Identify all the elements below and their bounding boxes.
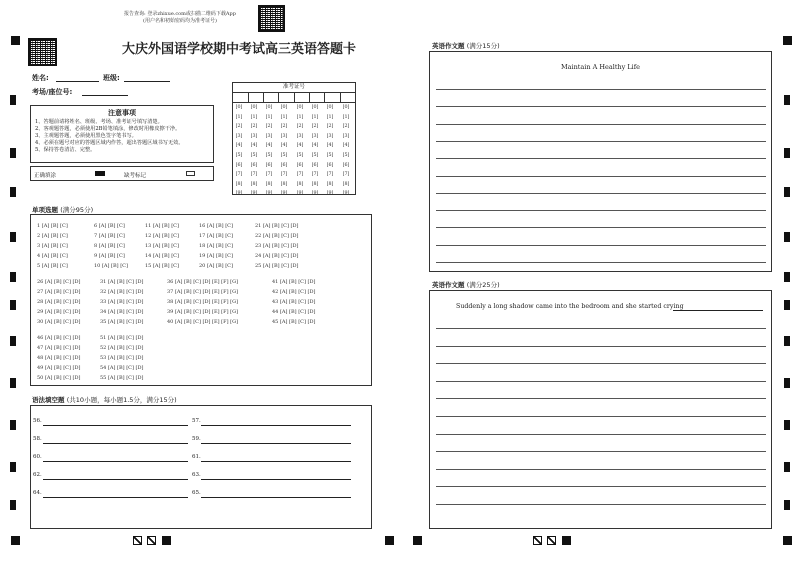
grammar-title: 语法填空题 — [32, 396, 65, 404]
question-options[interactable]: 51 [A] [B] [C] [D] — [100, 335, 144, 341]
corner-mark-icon — [783, 36, 792, 45]
exam-id-bubble[interactable]: [3] — [311, 133, 319, 139]
exam-id-bubble[interactable]: [9] — [342, 191, 350, 197]
writing-line[interactable] — [436, 245, 766, 246]
blank-number: 61. — [192, 454, 201, 460]
timing-mark-icon — [784, 462, 790, 472]
exam-id-grid — [232, 82, 356, 195]
exam-id-entry-row[interactable] — [233, 93, 355, 103]
question-options[interactable]: 41 [A] [B] [C] [D] — [272, 279, 316, 285]
exam-id-bubble[interactable]: [5] — [342, 152, 350, 158]
timing-mark-icon — [784, 232, 790, 242]
exam-id-bubble[interactable]: [0] — [296, 105, 304, 110]
question-options[interactable]: 19 [A] [B] [C] — [199, 253, 233, 259]
question-options[interactable]: 18 [A] [B] [C] — [199, 243, 233, 249]
notice-item: 2、客观题答题，必须使用2B铅笔填涂，修改时用橡皮擦干净。 — [35, 126, 181, 132]
writing2-score: (满分25分) — [466, 281, 500, 289]
question-options[interactable]: 48 [A] [B] [C] [D] — [37, 355, 81, 361]
blank-answer-line[interactable] — [43, 461, 188, 462]
question-options[interactable]: 20 [A] [B] [C] — [199, 263, 233, 269]
question-options[interactable]: 10 [A] [B] [C] — [94, 263, 128, 269]
writing-line[interactable] — [436, 328, 766, 329]
exam-id-bubble[interactable]: [1] — [280, 114, 288, 120]
exam-id-column — [279, 103, 289, 199]
exam-id-bubble[interactable]: [1] — [311, 114, 319, 120]
room-seat-field[interactable] — [82, 95, 128, 96]
question-options[interactable]: 43 [A] [B] [C] [D] — [272, 299, 316, 305]
writing2-section-title — [432, 280, 500, 289]
blank-number: 57. — [192, 418, 201, 424]
question-options[interactable]: 38 [A] [B] [C] [D] [E] [F] [G] — [167, 299, 239, 305]
exam-id-column — [341, 103, 351, 199]
blank-answer-line[interactable] — [201, 461, 351, 462]
question-options[interactable]: 39 [A] [B] [C] [D] [E] [F] [G] — [167, 309, 239, 315]
exam-id-bubble[interactable]: [9] — [326, 191, 334, 197]
exam-id-bubble[interactable]: [7] — [265, 172, 273, 178]
blank-answer-line[interactable] — [43, 479, 188, 480]
question-options[interactable]: 11 [A] [B] [C] — [145, 223, 179, 229]
exam-id-bubble[interactable]: [4] — [265, 143, 273, 149]
question-options[interactable]: 28 [A] [B] [C] [D] — [37, 299, 81, 305]
hatch-mark-icon — [533, 536, 542, 545]
exam-id-column — [249, 103, 259, 199]
question-options[interactable]: 45 [A] [B] [C] [D] — [272, 319, 316, 325]
timing-mark-icon — [784, 336, 790, 346]
grammar-score: (共10小题，每小题1.5分，满分15分) — [66, 396, 177, 404]
exam-id-bubble[interactable]: [1] — [235, 114, 243, 120]
question-options[interactable]: 6 [A] [B] [C] — [94, 223, 125, 229]
question-options[interactable]: 22 [A] [B] [C] [D] — [255, 233, 299, 239]
exam-id-bubble[interactable]: [4] — [342, 143, 350, 149]
writing-line[interactable] — [436, 504, 766, 505]
exam-id-bubble[interactable]: [3] — [280, 133, 288, 139]
blank-answer-line[interactable] — [43, 443, 188, 444]
exam-id-bubble[interactable]: [2] — [280, 124, 288, 130]
exam-id-bubble[interactable]: [9] — [280, 191, 288, 197]
exam-id-bubble[interactable]: [9] — [296, 191, 304, 197]
writing2-prompt: Suddenly a long shadow came into the bedroom and she started crying — [456, 303, 684, 310]
objective-score: (满分95分) — [60, 206, 94, 214]
question-options[interactable]: 55 [A] [B] [C] [D] — [100, 375, 144, 381]
exam-id-column — [295, 103, 305, 199]
timing-mark-icon — [784, 95, 790, 105]
timing-mark-icon — [10, 378, 16, 388]
blank-answer-line[interactable] — [201, 443, 351, 444]
question-options[interactable]: 46 [A] [B] [C] [D] — [37, 335, 81, 341]
timing-mark-icon — [784, 420, 790, 430]
exam-id-column — [234, 103, 244, 199]
corner-mark-icon — [162, 536, 171, 545]
writing-line[interactable] — [436, 416, 766, 417]
question-options[interactable]: 8 [A] [B] [C] — [94, 243, 125, 249]
class-label: 班级: — [103, 74, 120, 82]
writing-line[interactable] — [436, 486, 766, 487]
exam-id-column — [264, 103, 274, 199]
grammar-answer-box — [30, 405, 372, 529]
hatch-mark-icon — [547, 536, 556, 545]
exam-id-bubble[interactable]: [9] — [265, 191, 273, 197]
writing-line[interactable] — [436, 363, 766, 364]
timing-mark-icon — [10, 420, 16, 430]
missing-mark-checkbox[interactable] — [186, 171, 195, 176]
blank-number: 59. — [192, 436, 201, 442]
exam-id-bubble[interactable]: [9] — [311, 191, 319, 197]
question-options[interactable]: 40 [A] [B] [C] [D] [E] [F] [G] — [167, 319, 239, 325]
question-options[interactable]: 24 [A] [B] [C] [D] — [255, 253, 299, 259]
exam-id-bubble[interactable]: [6] — [250, 162, 258, 168]
corner-mark-icon — [783, 536, 792, 545]
exam-id-bubble[interactable]: [6] — [235, 162, 243, 168]
report-query-note — [100, 11, 260, 24]
objective-answer-box — [30, 214, 372, 386]
exam-id-bubble[interactable]: [5] — [326, 152, 334, 158]
exam-id-bubble[interactable]: [9] — [250, 191, 258, 197]
notice-item: 4、必须在题号对应的答题区域内作答，超出答题区域书写无效。 — [35, 140, 184, 146]
room-seat-label: 考场/座位号: — [32, 88, 73, 96]
correct-fill-sample — [95, 171, 105, 176]
question-options[interactable]: 49 [A] [B] [C] [D] — [37, 365, 81, 371]
question-options[interactable]: 47 [A] [B] [C] [D] — [37, 345, 81, 351]
question-options[interactable]: 33 [A] [B] [C] [D] — [100, 299, 144, 305]
exam-id-bubble[interactable]: [6] — [280, 162, 288, 168]
exam-id-bubble[interactable]: [8] — [326, 181, 334, 187]
question-options[interactable]: 23 [A] [B] [C] [D] — [255, 243, 299, 249]
exam-id-bubble[interactable]: [3] — [296, 133, 304, 139]
exam-id-bubble[interactable]: [6] — [296, 162, 304, 168]
question-options[interactable]: 13 [A] [B] [C] — [145, 243, 179, 249]
exam-id-bubble[interactable]: [0] — [326, 105, 334, 110]
question-options[interactable]: 2 [A] [B] [C] — [37, 233, 68, 239]
writing-line[interactable] — [436, 193, 766, 194]
writing-line[interactable] — [436, 158, 766, 159]
writing1-answer-box[interactable] — [429, 51, 772, 272]
correct-fill-label: 正确填涂 — [34, 173, 57, 179]
question-options[interactable]: 15 [A] [B] [C] — [145, 263, 179, 269]
question-options[interactable]: 25 [A] [B] [C] [D] — [255, 263, 299, 269]
question-options[interactable]: 50 [A] [B] [C] [D] — [37, 375, 81, 381]
exam-id-bubble[interactable]: [8] — [235, 181, 243, 187]
question-options[interactable]: 17 [A] [B] [C] — [199, 233, 233, 239]
blank-answer-line[interactable] — [201, 479, 351, 480]
exam-id-bubble[interactable]: [7] — [311, 172, 319, 178]
login-hint-line: (用户名和初始密码均为准考证号) — [143, 17, 217, 24]
exam-id-bubble[interactable]: [1] — [326, 114, 334, 120]
question-options[interactable]: 9 [A] [B] [C] — [94, 253, 125, 259]
blank-number: 64. — [33, 490, 42, 496]
question-options[interactable]: 27 [A] [B] [C] [D] — [37, 289, 81, 295]
timing-mark-icon — [10, 148, 16, 158]
question-options[interactable]: 14 [A] [B] [C] — [145, 253, 179, 259]
exam-id-bubble[interactable]: [4] — [326, 143, 334, 149]
timing-mark-icon — [10, 462, 16, 472]
question-options[interactable]: 21 [A] [B] [C] [D] — [255, 223, 299, 229]
writing-line[interactable] — [436, 124, 766, 125]
exam-id-bubble[interactable]: [3] — [250, 133, 258, 139]
writing1-score: (满分15分) — [466, 42, 500, 50]
exam-id-bubble[interactable]: [6] — [342, 162, 350, 168]
grammar-blanks — [31, 406, 371, 528]
timing-mark-icon — [10, 187, 16, 197]
question-options[interactable]: 35 [A] [B] [C] [D] — [100, 319, 144, 325]
exam-id-bubble[interactable]: [7] — [326, 172, 334, 178]
exam-id-bubble[interactable]: [6] — [311, 162, 319, 168]
writing-line[interactable] — [436, 262, 766, 263]
grammar-section-title — [32, 395, 177, 404]
writing-line[interactable] — [436, 176, 766, 177]
corner-mark-icon — [562, 536, 571, 545]
timing-mark-icon — [10, 95, 16, 105]
question-options[interactable]: 7 [A] [B] [C] — [94, 233, 125, 239]
exam-id-bubble[interactable]: [7] — [235, 172, 243, 178]
question-options[interactable]: 36 [A] [B] [C] [D] [E] [F] [G] — [167, 279, 239, 285]
blank-number: 62. — [33, 472, 42, 478]
exam-id-bubble[interactable]: [2] — [311, 124, 319, 130]
timing-mark-icon — [10, 232, 16, 242]
app-qr-code-icon — [258, 5, 285, 32]
writing1-section-title — [432, 41, 500, 50]
question-options[interactable]: 34 [A] [B] [C] [D] — [100, 309, 144, 315]
question-options[interactable]: 32 [A] [B] [C] [D] — [100, 289, 144, 295]
page-title: 大庆外国语学校期中考试高三英语答题卡 — [122, 42, 357, 57]
fill-legend — [30, 166, 214, 181]
notice-item: 3、主观题答题，必须使用黑色签字笔书写。 — [35, 133, 137, 139]
exam-id-bubble[interactable]: [2] — [235, 124, 243, 130]
exam-id-bubble[interactable]: [5] — [250, 152, 258, 158]
question-options[interactable]: 26 [A] [B] [C] [D] — [37, 279, 81, 285]
blank-number: 56. — [33, 418, 42, 424]
question-options[interactable]: 3 [A] [B] [C] — [37, 243, 68, 249]
writing2-prompt-line — [673, 310, 763, 311]
exam-id-bubble[interactable]: [1] — [265, 114, 273, 120]
exam-id-bubble[interactable]: [4] — [250, 143, 258, 149]
exam-id-bubble[interactable]: [7] — [250, 172, 258, 178]
exam-id-bubble[interactable]: [2] — [250, 124, 258, 130]
writing2-answer-box[interactable] — [429, 290, 772, 529]
writing-line[interactable] — [436, 346, 766, 347]
exam-id-bubble[interactable]: [2] — [342, 124, 350, 130]
writing-line[interactable] — [436, 141, 766, 142]
hatch-mark-icon — [133, 536, 142, 545]
writing-line[interactable] — [436, 469, 766, 470]
exam-id-bubble[interactable]: [4] — [280, 143, 288, 149]
name-field[interactable] — [56, 81, 99, 82]
writing-line[interactable] — [436, 106, 766, 107]
question-options[interactable]: 29 [A] [B] [C] [D] — [37, 309, 81, 315]
blank-answer-line[interactable] — [43, 497, 188, 498]
question-options[interactable]: 12 [A] [B] [C] — [145, 233, 179, 239]
exam-id-bubble[interactable]: [8] — [280, 181, 288, 187]
exam-id-bubble[interactable]: [8] — [342, 181, 350, 187]
question-options[interactable]: 16 [A] [B] [C] — [199, 223, 233, 229]
exam-id-bubble[interactable]: [6] — [265, 162, 273, 168]
writing1-prompt: Maintain A Healthy Life — [560, 63, 641, 71]
exam-id-label: 准考证号 — [233, 83, 355, 93]
report-query-line: 报告查询: 登录zhixue.com或扫描二维码下载App — [124, 11, 236, 17]
question-options[interactable]: 31 [A] [B] [C] [D] — [100, 279, 144, 285]
corner-mark-icon — [11, 36, 20, 45]
exam-id-bubble[interactable]: [6] — [326, 162, 334, 168]
timing-mark-icon — [10, 300, 16, 310]
timing-mark-icon — [10, 272, 16, 282]
exam-id-bubble[interactable]: [5] — [265, 152, 273, 158]
exam-id-bubble[interactable]: [8] — [296, 181, 304, 187]
exam-id-bubble[interactable]: [0] — [250, 105, 258, 110]
writing-line[interactable] — [436, 451, 766, 452]
exam-id-bubble[interactable]: [0] — [280, 105, 288, 110]
objective-section-title — [32, 205, 93, 214]
notice-item: 5、保持答卷清洁、完整。 — [35, 147, 96, 153]
exam-id-bubble[interactable]: [8] — [311, 181, 319, 187]
exam-id-bubble[interactable]: [2] — [265, 124, 273, 130]
writing1-title: 英语作文题 — [432, 42, 465, 50]
blank-answer-line[interactable] — [43, 425, 188, 426]
exam-id-bubble[interactable]: [0] — [342, 105, 350, 110]
blank-answer-line[interactable] — [201, 425, 351, 426]
question-options[interactable]: 42 [A] [B] [C] [D] — [272, 289, 316, 295]
exam-id-bubble[interactable]: [0] — [265, 105, 273, 110]
question-options[interactable]: 1 [A] [B] [C] — [37, 223, 68, 229]
exam-id-bubble[interactable]: [0] — [235, 105, 243, 110]
exam-id-bubble[interactable]: [4] — [235, 143, 243, 149]
corner-mark-icon — [413, 536, 422, 545]
exam-id-bubble[interactable]: [5] — [296, 152, 304, 158]
writing-line[interactable] — [436, 381, 766, 382]
name-label: 姓名: — [32, 74, 49, 82]
exam-id-bubble[interactable]: [9] — [235, 191, 243, 197]
timing-mark-icon — [10, 336, 16, 346]
class-field[interactable] — [124, 81, 170, 82]
question-options[interactable]: 5 [A] [B] [C] — [37, 263, 68, 269]
exam-id-column — [325, 103, 335, 199]
timing-mark-icon — [784, 300, 790, 310]
writing-line[interactable] — [436, 210, 766, 211]
timing-mark-icon — [784, 148, 790, 158]
timing-mark-icon — [784, 187, 790, 197]
writing-line[interactable] — [436, 434, 766, 435]
exam-id-bubble[interactable]: [7] — [296, 172, 304, 178]
notice-heading: 注意事项 — [108, 109, 136, 117]
notice-box — [30, 105, 214, 163]
objective-options — [31, 215, 371, 385]
exam-id-bubble[interactable]: [3] — [265, 133, 273, 139]
question-options[interactable]: 4 [A] [B] [C] — [37, 253, 68, 259]
exam-id-bubble[interactable]: [8] — [265, 181, 273, 187]
notice-list — [35, 119, 213, 154]
exam-id-bubble[interactable]: [5] — [280, 152, 288, 158]
exam-id-bubble[interactable]: [7] — [342, 172, 350, 178]
exam-id-bubble[interactable]: [5] — [311, 152, 319, 158]
exam-id-bubble[interactable]: [4] — [311, 143, 319, 149]
question-options[interactable]: 44 [A] [B] [C] [D] — [272, 309, 316, 315]
student-qr-code-icon — [28, 38, 57, 66]
timing-mark-icon — [10, 500, 16, 510]
exam-id-bubble[interactable]: [8] — [250, 181, 258, 187]
question-options[interactable]: 53 [A] [B] [C] [D] — [100, 355, 144, 361]
blank-number: 65. — [192, 490, 201, 496]
hatch-mark-icon — [147, 536, 156, 545]
writing-line[interactable] — [436, 398, 766, 399]
timing-mark-icon — [784, 272, 790, 282]
exam-id-bubble[interactable]: [2] — [296, 124, 304, 130]
writing-line[interactable] — [436, 89, 766, 90]
question-options[interactable]: 37 [A] [B] [C] [D] [E] [F] [G] — [167, 289, 239, 295]
question-options[interactable]: 30 [A] [B] [C] [D] — [37, 319, 81, 325]
exam-id-bubble[interactable]: [7] — [280, 172, 288, 178]
exam-id-bubble[interactable]: [3] — [326, 133, 334, 139]
exam-id-bubble[interactable]: [3] — [235, 133, 243, 139]
blank-number: 60. — [33, 454, 42, 460]
exam-id-bubble[interactable]: [3] — [342, 133, 350, 139]
exam-id-bubble[interactable]: [1] — [296, 114, 304, 120]
question-options[interactable]: 54 [A] [B] [C] [D] — [100, 365, 144, 371]
exam-id-bubble[interactable]: [1] — [342, 114, 350, 120]
exam-id-column — [310, 103, 320, 199]
writing-line[interactable] — [436, 227, 766, 228]
question-options[interactable]: 52 [A] [B] [C] [D] — [100, 345, 144, 351]
blank-answer-line[interactable] — [201, 497, 351, 498]
blank-number: 58. — [33, 436, 42, 442]
timing-mark-icon — [784, 378, 790, 388]
corner-mark-icon — [385, 536, 394, 545]
missing-mark-label: 缺考标记 — [124, 173, 147, 179]
notice-item: 1、答题前请将姓名、班级、考场、准考证号填写清楚。 — [35, 119, 163, 125]
exam-id-bubble[interactable]: [0] — [311, 105, 319, 110]
timing-mark-icon — [784, 500, 790, 510]
blank-number: 63. — [192, 472, 201, 478]
exam-id-bubble[interactable]: [2] — [326, 124, 334, 130]
exam-id-bubble[interactable]: [4] — [296, 143, 304, 149]
exam-id-bubble[interactable]: [1] — [250, 114, 258, 120]
exam-id-bubble[interactable]: [5] — [235, 152, 243, 158]
corner-mark-icon — [11, 536, 20, 545]
objective-title: 单项选题 — [32, 206, 58, 214]
writing2-title: 英语作文题 — [432, 281, 465, 289]
